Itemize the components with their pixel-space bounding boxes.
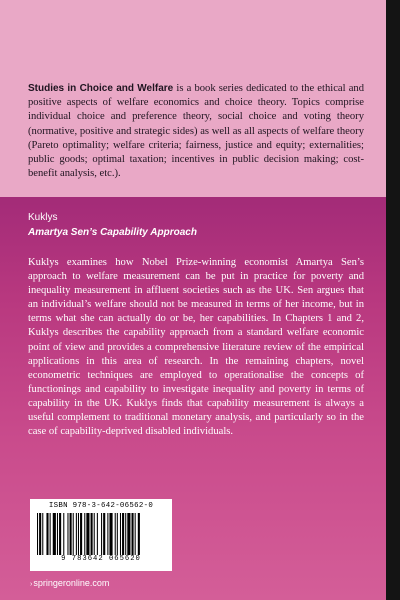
barcode-bar — [59, 513, 61, 555]
barcode-bar — [107, 513, 108, 555]
barcode-bar — [103, 513, 105, 555]
barcode-bar — [63, 513, 64, 555]
barcode-bar — [37, 513, 38, 555]
ean-digits: 9 783642 065620 — [61, 555, 141, 563]
barcode-bar — [91, 513, 93, 555]
arrow-icon: › — [30, 581, 33, 588]
barcode-bar — [42, 513, 43, 555]
publisher-website — [30, 578, 109, 588]
barcode-bar — [109, 513, 112, 555]
barcode-bar — [101, 513, 102, 555]
barcode-bar — [138, 513, 140, 555]
barcode-bar — [67, 513, 68, 555]
barcode-bar — [78, 513, 79, 555]
barcode-bar — [86, 513, 89, 555]
barcode-bar — [50, 513, 51, 555]
author-name: Kuklys — [28, 212, 58, 223]
book-blurb: Kuklys examines how Nobel Prize-winning economist Amartya Sen’s approach to welfare measurement can be put in practice for poverty and inequality measurement in affluent societies such as the UK. Sen argues that an individual’s welfare should not be measured in terms of her income, but in terms what she can actually do or be, her capabilities. In Chapters 1 and 2, Kuklys describes the capability approach from a standard welfare economic point of view and provides a comprehensive literature review of the empirical applications in this area of research. In the remaining chapters, novel econometric techniques are employed to operationalise the concepts of functionings and capability to investigate inequality and poverty in terms of capability in the UK. Kuklys finds that capability measurement is always a useful complement to traditional monetary analysis, and particularly so in the case of capability-deprived disabled individuals. — [28, 257, 364, 438]
barcode-bar — [115, 513, 116, 555]
series-description — [28, 82, 364, 181]
barcode-bar — [117, 513, 118, 555]
barcode-bar — [135, 513, 136, 555]
barcode-bar — [46, 513, 48, 555]
barcode-bar — [122, 513, 124, 555]
barcode-bar — [127, 513, 130, 555]
book-title: Amartya Sen’s Capability Approach — [28, 227, 197, 238]
website-text: springeronline.com — [33, 578, 110, 588]
spine-edge — [386, 0, 400, 600]
barcode-bar — [84, 513, 85, 555]
barcode-image — [34, 513, 168, 555]
barcode-bar — [120, 513, 121, 555]
barcode-bar — [97, 513, 98, 555]
barcode-bar — [132, 513, 134, 555]
barcode-bar — [76, 513, 77, 555]
barcode-bar — [80, 513, 82, 555]
barcode-bar — [57, 513, 58, 555]
barcode-bar — [70, 513, 72, 555]
barcode-bar — [39, 513, 41, 555]
barcode-bar — [53, 513, 56, 555]
series-description-text: is a book series dedicated to the ethical and positive aspects of welfare economics and choice theory. Topics comprise individual choice and preference theory, social choice and voting theory (normative, positive and strategic sides) as well as all aspects of welfare theory (Pareto optimality; welfare criteria; fairness, justice and equity; externalities; public goods; optimal taxation; incentives in public decision making; cost-benefit analysis, etc.). — [28, 83, 364, 180]
barcode-bar — [125, 513, 126, 555]
isbn-text: ISBN 978-3-642-06562-0 — [48, 502, 154, 510]
barcode-bar — [73, 513, 74, 555]
barcode-bar — [94, 513, 95, 555]
barcode-label — [30, 499, 172, 571]
series-name: Studies in Choice and Welfare — [28, 83, 174, 94]
